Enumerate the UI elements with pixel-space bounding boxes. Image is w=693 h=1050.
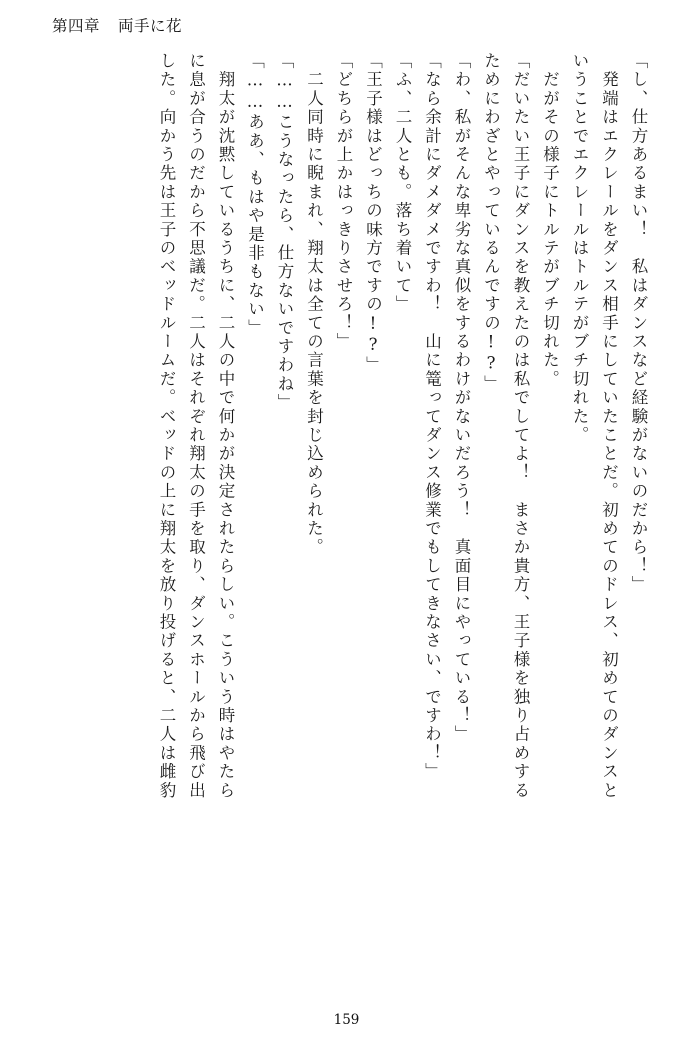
text-line: いうことでエクレールはトルテがブチ切れた。 bbox=[570, 52, 589, 445]
chapter-title: 両手に花 bbox=[118, 17, 183, 35]
text-line: 二人同時に睨まれ、翔太は全ての言葉を封じ込められた。 bbox=[304, 52, 324, 557]
text-line: 「し、仕方あるまい！ 私はダンスなど経験がないのだから！」 bbox=[629, 52, 648, 595]
text-line: 「なら余計にダメダメですわ！ 山に篭ってダンス修業でもしてきなさい、ですわ！」 bbox=[422, 52, 442, 782]
text-line: 「どちらが上かはっきりさせろ！」 bbox=[334, 52, 353, 352]
text-line: ためにわざとやっているんですの!?」 bbox=[481, 52, 501, 394]
text-line: 「……ああ、もはや是非もない」 bbox=[245, 52, 265, 338]
text-line: 「ふ、二人とも。落ち着いて」 bbox=[393, 52, 412, 314]
text-line: 翔太が沈黙しているうちに、二人の中で何かが決定されたらしい。こういう時はやたら bbox=[216, 52, 235, 800]
text-line: 「王子様はどっちの味方ですの!?」 bbox=[363, 52, 383, 375]
page-number: 159 bbox=[333, 1012, 360, 1028]
page-header bbox=[52, 14, 182, 36]
text-line: 「だいたい王子にダンスを教えたのは私でしてよ！ まさか貴方、王子様を独り占めする bbox=[511, 52, 530, 800]
vertical-text-body bbox=[46, 52, 646, 982]
text-line: 発端はエクレールをダンス相手にしていたことだ。初めてのドレス、初めてのダンスと bbox=[599, 52, 619, 800]
text-line: に息が合うのだから不思議だ。二人はそれぞれ翔太の手を取り、ダンスホールから飛び出 bbox=[186, 52, 206, 800]
text-line: した。向かう先は王子のベッドルームだ。ベッドの上に翔太を放り投げると、二人は雌豹 bbox=[157, 52, 176, 800]
text-line: 「……こうなったら、仕方ないですわね」 bbox=[275, 52, 294, 413]
text-line: だがその様子にトルテがブチ切れた。 bbox=[540, 52, 560, 389]
chapter-number: 第四章 bbox=[52, 17, 101, 35]
text-line: 「わ、私がそんな卑劣な真似をするわけがないだろう！ 真面目にやっている！」 bbox=[452, 52, 471, 744]
